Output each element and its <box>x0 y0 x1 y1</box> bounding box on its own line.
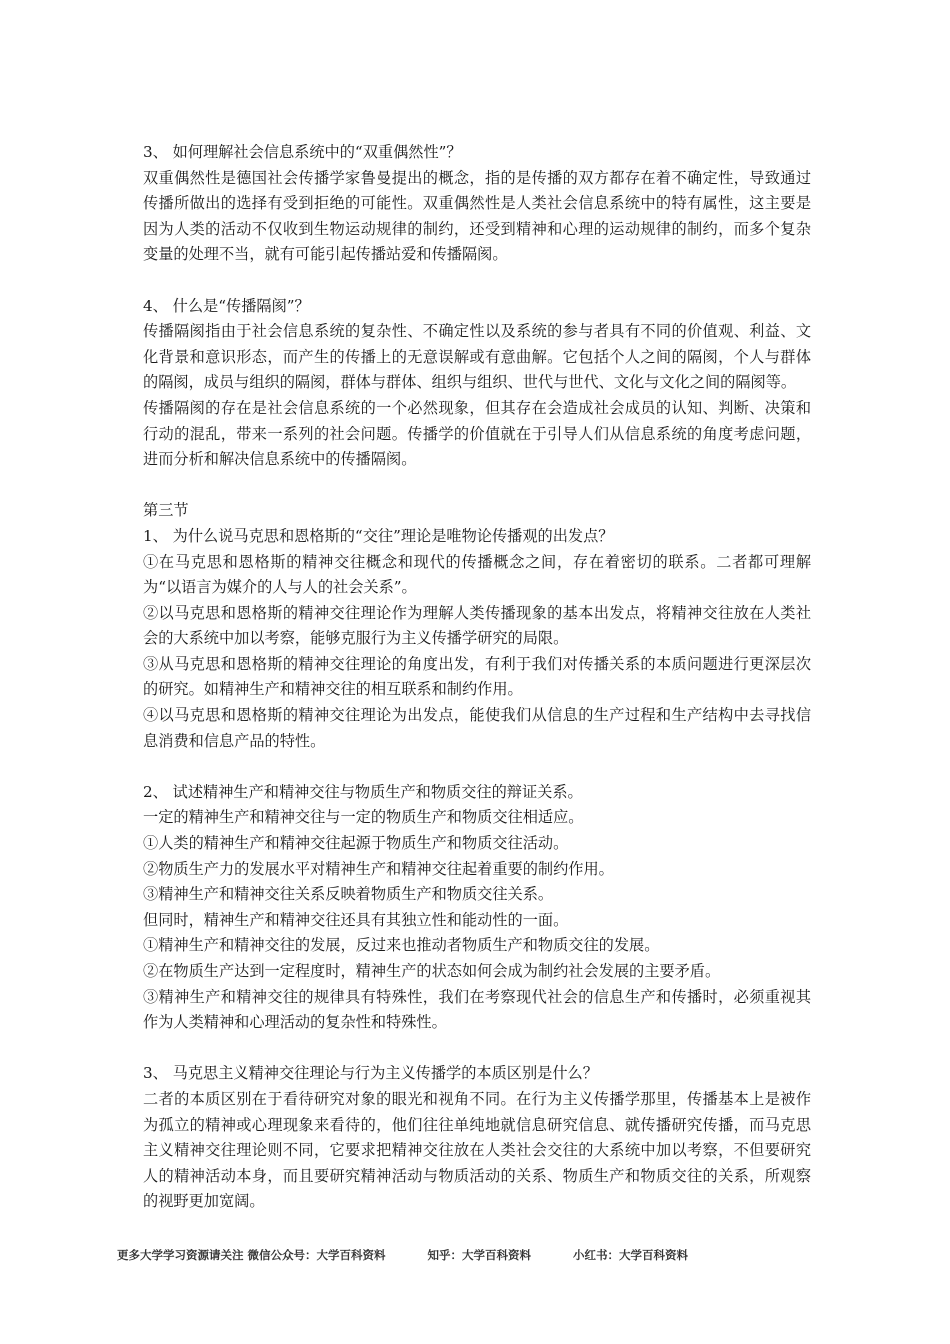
answer-paragraph: ①精神生产和精神交往的发展，反过来也推动者物质生产和物质交往的发展。 <box>143 936 660 955</box>
question-heading: 4、 什么是“传播隔阂”？ <box>143 296 310 315</box>
document-body <box>143 140 811 1215</box>
page-footer <box>117 1247 837 1263</box>
answer-paragraph: ②物质生产力的发展水平对精神生产和精神交往起着重要的制约作用。 <box>143 859 614 878</box>
footer-promo: 更多大学学习资源请关注 微信公众号：大学百科资料 <box>117 1248 386 1262</box>
footer-xiaohongshu: 小红书：大学百科资料 <box>573 1248 689 1262</box>
answer-paragraph: ③精神生产和精神交往关系反映着物质生产和物质交往关系。 <box>143 885 554 904</box>
answer-paragraph: ③精神生产和精神交往的规律具有特殊性，我们在考察现代社会的信息生产和传播时，必须重视其作为人类精神和心理活动的复杂性和特殊性。 <box>143 987 811 1032</box>
answer-paragraph: ①人类的精神生产和精神交往起源于物质生产和物质交往活动。 <box>143 834 569 853</box>
section-communication-barrier <box>143 294 811 473</box>
answer-paragraph: ④以马克思和恩格斯的精神交往理论为出发点，能使我们从信息的生产过程和生产结构中去寻找信息消费和信息产品的特性。 <box>143 706 811 750</box>
answer-paragraph: ①在马克思和恩格斯的精神交往概念和现代的传播概念之间，存在着密切的联系。二者都可理解为“以语言为媒介的人与人的社会关系”。 <box>143 552 811 597</box>
section-essential-difference <box>143 1061 811 1215</box>
section-marx-intercourse <box>143 498 811 754</box>
answer-paragraph: 二者的本质区别在于看待研究对象的眼光和视角不同。在行为主义传播学那里，传播基本上是被作为孤立的精神或心理现象来看待的，他们往往单纯地就信息研究信息、就传播研究传播，而马克思主义精神交往理论则不同，它要求把精神交往放在人类社会交往的大系统中加以考察，不但要研究人的精神活动本身，而且要研究精神活动与物质活动的关系、物质生产和物质交往的关系，所观察的视野更加宽阔。 <box>143 1089 811 1211</box>
chapter-heading: 第三节 <box>143 501 189 520</box>
answer-paragraph: 传播隔阂的存在是社会信息系统的一个必然现象，但其存在会造成社会成员的认知、判断、决策和行动的混乱，带来一系列的社会问题。传播学的价值就在于引导人们从信息系统的角度考虑问题，进而分析和解决信息系统中的传播隔阂。 <box>143 398 811 469</box>
answer-paragraph: 双重偶然性是德国社会传播学家鲁曼提出的概念，指的是传播的双方都存在着不确定性，导致通过传播所做出的选择有受到拒绝的可能性。双重偶然性是人类社会信息系统中的特有属性，这主要是因为人类的活动不仅收到生物运动规律的制约，还受到精神和心理的运动规律的制约，而多个复杂变量的处理不当，就有可能引起传播站爱和传播隔阂。 <box>143 168 811 264</box>
answer-paragraph: 但同时，精神生产和精神交往还具有其独立性和能动性的一面。 <box>143 910 569 929</box>
section-spacer <box>143 473 811 499</box>
section-double-contingency <box>143 140 811 268</box>
question-heading: 1、 为什么说马克思和恩格斯的“交往”理论是唯物论传播观的出发点？ <box>143 526 614 545</box>
section-spacer <box>143 268 811 294</box>
question-heading: 3、 如何理解社会信息系统中的“双重偶然性”？ <box>143 143 462 161</box>
answer-paragraph: ②以马克思和恩格斯的精神交往理论作为理解人类传播现象的基本出发点，将精神交往放在人类社会的大系统中加以考察，能够克服行为主义传播学研究的局限。 <box>143 603 811 648</box>
answer-paragraph: ③从马克思和恩格斯的精神交往理论的角度出发，有利于我们对传播关系的本质问题进行更深层次的研究。如精神生产和精神交往的相互联系和制约作用。 <box>143 654 811 699</box>
section-dialectical-relation <box>143 780 811 1036</box>
section-spacer <box>143 754 811 780</box>
answer-paragraph: 传播隔阂指由于社会信息系统的复杂性、不确定性以及系统的参与者具有不同的价值观、利益、文化背景和意识形态，而产生的传播上的无意误解或有意曲解。它包括个人之间的隔阂，个人与群体的隔阂，成员与组织的隔阂，群体与群体、组织与组织、世代与世代、文化与文化之间的隔阂等。 <box>143 322 811 392</box>
answer-paragraph: 一定的精神生产和精神交往与一定的物质生产和物质交往相适应。 <box>143 808 584 827</box>
section-spacer <box>143 1036 811 1062</box>
question-heading: 3、 马克思主义精神交往理论与行为主义传播学的本质区别是什么？ <box>143 1064 598 1083</box>
question-heading: 2、 试述精神生产和精神交往与物质生产和物质交往的辩证关系。 <box>143 782 583 801</box>
footer-zhihu: 知乎：大学百科资料 <box>427 1248 532 1262</box>
answer-paragraph: ②在物质生产达到一定程度时，精神生产的状态如何会成为制约社会发展的主要矛盾。 <box>143 962 721 980</box>
